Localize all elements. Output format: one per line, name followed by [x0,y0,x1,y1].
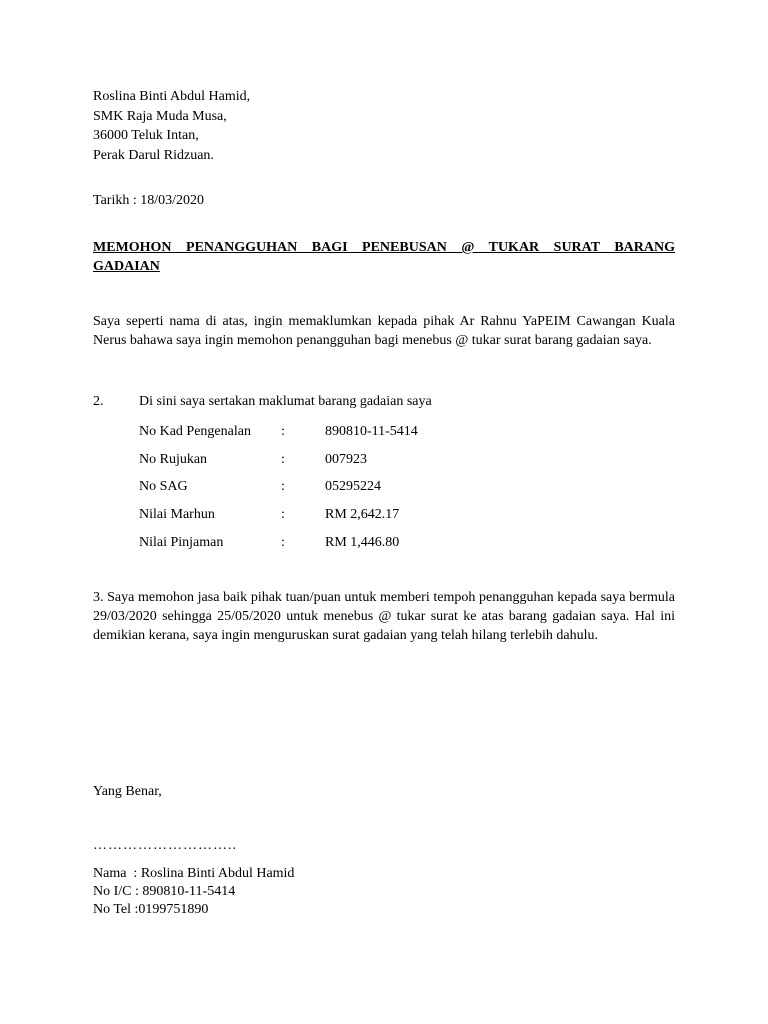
detail-label: No SAG [139,479,188,494]
signature-line: ……………………….. [93,838,237,853]
detail-value: RM 1,446.80 [325,535,400,550]
sender-state-line: Perak Darul Ridzuan. [93,147,214,163]
detail-label: Nilai Marhun [139,507,215,522]
sender-name-line: Roslina Binti Abdul Hamid, [93,89,251,104]
detail-colon: : [281,452,285,467]
detail-colon: : [281,479,285,494]
section-intro: Di sini saya sertakan maklumat barang gadaian saya [139,394,432,409]
paragraph-request: 3. Saya memohon jasa baik pihak tuan/puan untuk memberi tempoh penangguhan kepada saya bermula 29/03/2020 sehingga 25/05/2020 untuk menebus @ tukar surat ke atas barang gadaian saya. Hal ini demikian kerana, saya ingin menguruskan surat gadaian yang telah hilang terlebih dahulu. [93,590,675,643]
detail-value: 007923 [325,452,367,467]
detail-label: Nilai Pinjaman [139,535,224,550]
signer-name: Nama : Roslina Binti Abdul Hamid [93,866,295,881]
closing-salutation: Yang Benar, [93,784,162,799]
sender-school-line: SMK Raja Muda Musa, [93,108,227,124]
detail-colon: : [281,535,285,550]
detail-value: 890810-11-5414 [325,424,418,439]
signer-phone: No Tel :0199751890 [93,902,209,917]
date-line: Tarikh : 18/03/2020 [93,193,205,208]
sender-city-line: 36000 Teluk Intan, [93,128,199,143]
detail-label: No Rujukan [139,452,208,467]
detail-value: RM 2,642.17 [325,507,400,522]
section-number: 2. [93,394,104,409]
detail-label: No Kad Pengenalan [139,424,251,439]
sender-address [93,87,675,165]
paragraph-intro: Saya seperti nama di atas, ingin memaklumkan kepada pihak Ar Rahnu YaPEIM Cawangan Kuala Nerus bahawa saya ingin memohon penangguhan bagi menebus @ tukar surat barang gadaian saya. [93,314,675,348]
detail-colon: : [281,507,285,522]
detail-colon: : [281,424,285,439]
signer-details [93,865,675,919]
subject-heading: MEMOHON PENANGGUHAN BAGI PENEBUSAN @ TUKAR SURAT BARANG GADAIAN [93,240,675,274]
signer-ic: No I/C : 890810-11-5414 [93,884,236,899]
detail-value: 05295224 [325,479,381,494]
